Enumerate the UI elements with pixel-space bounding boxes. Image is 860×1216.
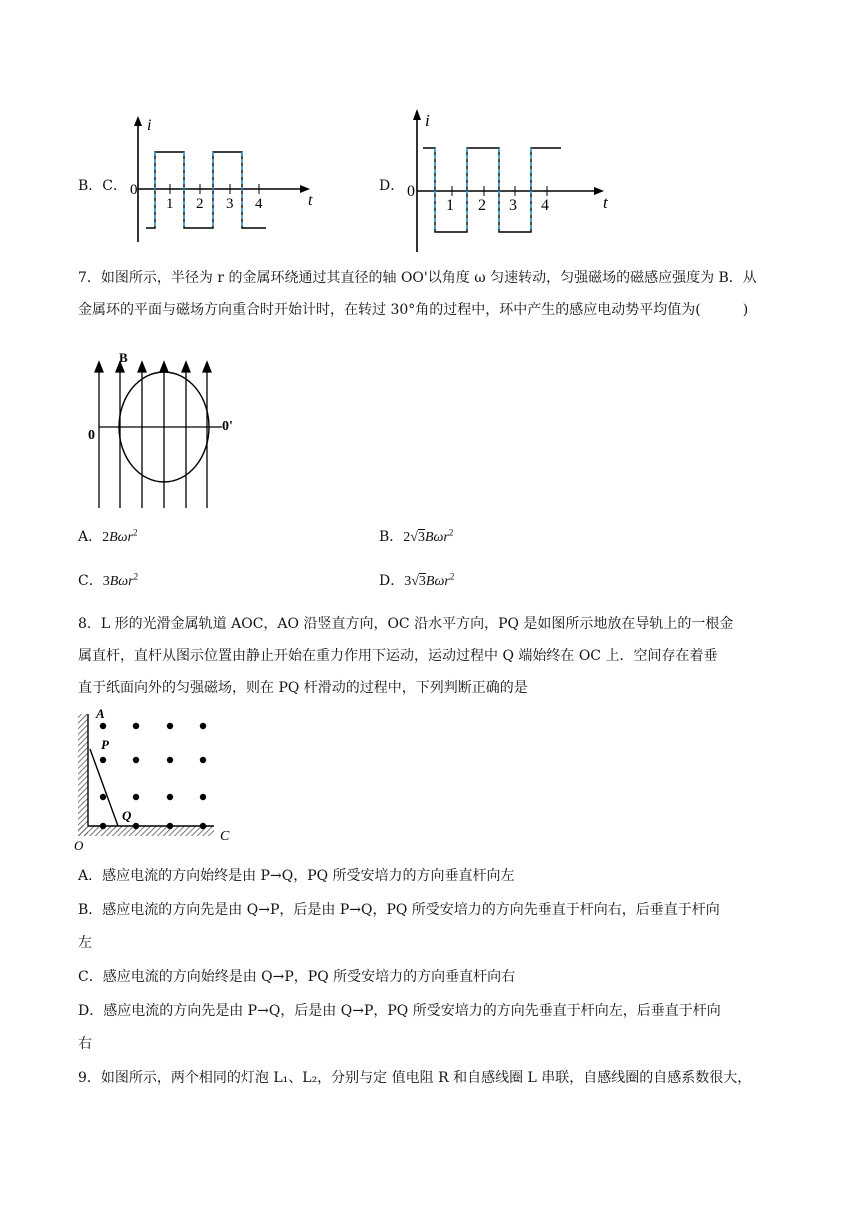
q7-text-line1: 7．如图所示，半径为 r 的金属环绕通过其直径的轴 OO'以角度 ω 匀速转动，匀强磁场的磁感应强度为 B．从 [78, 270, 757, 286]
graph-d-x-label: t [603, 193, 608, 212]
q8-option-d-line2[interactable]: 右 [78, 1036, 92, 1052]
graph-option-c [128, 112, 328, 252]
q7-option-a-expr: Bωr [109, 530, 134, 545]
graph-d-y-label: i [425, 111, 430, 130]
q7-text-line2: 金属环的平面与磁场方向重合时开始计时，在转过 30°角的过程中，环中产生的感应电动势平均值为( ) [78, 302, 749, 318]
graph-c-tick-1: 1 [166, 196, 174, 212]
q8-text-line3: 直于纸面向外的匀强磁场，则在 PQ 杆滑动的过程中，下列判断正确的是 [78, 680, 528, 696]
q7-option-b-expr: Bωr [424, 530, 449, 545]
q7-option-a-label: A． [78, 529, 103, 545]
q7-option-c[interactable] [78, 570, 138, 590]
q8-label-p: P [101, 737, 109, 752]
graph-c-tick-3: 3 [226, 196, 234, 212]
graph-d-tick-3: 3 [509, 197, 517, 214]
q7-option-d[interactable] [379, 570, 454, 590]
q9-text-line1: 9．如图所示，两个相同的灯泡 L₁、L₂，分别与定 值电阻 R 和自感线圈 L 串联，自感线圈的自感系数很大， [78, 1070, 752, 1086]
graph-option-d [401, 104, 617, 256]
q8-label-o: O [74, 838, 84, 852]
q7-option-b[interactable] [379, 526, 453, 546]
graph-c-tick-4: 4 [255, 196, 263, 212]
q8-text-line1: 8．L 形的光滑金属轨道 AOC，AO 沿竖直方向，OC 沿水平方向，PQ 是如图所示地放在导轨上的一根金 [78, 616, 734, 632]
q8-label-a: A [96, 706, 105, 721]
q7-axis-left-label: 0 [88, 428, 95, 443]
q7-option-d-label: D． [379, 573, 405, 589]
q7-option-c-label: C． [78, 573, 103, 589]
q8-option-c[interactable]: C．感应电流的方向始终是由 Q→P，PQ 所受安培力的方向垂直杆向右 [78, 969, 516, 985]
q7-option-d-exp: 2 [449, 571, 455, 582]
q7-option-b-label: B． [379, 529, 404, 545]
q7-figure-ring-in-field [82, 348, 242, 512]
q8-text-line2: 属直杆，直杆从图示位置由静止开始在重力作用下运动，运动过程中 Q 端始终在 OC 上．空间存在着垂 [78, 648, 718, 664]
sqrt-icon: √ [410, 530, 418, 545]
graph-d-tick-2: 2 [478, 197, 486, 214]
graph-d-tick-1: 1 [446, 197, 454, 214]
graph-d-origin: 0 [407, 183, 415, 200]
q8-label-c: C [220, 829, 230, 844]
q7-option-c-coef: 3 [102, 574, 110, 589]
q8-option-d-line1[interactable]: D．感应电流的方向先是由 P→Q，后是由 Q→P，PQ 所受安培力的方向先垂直于杆向左，后垂直于杆向 [78, 1003, 721, 1019]
q8-option-b-line2[interactable]: 左 [78, 935, 92, 951]
q7-option-b-coef: 2 [403, 530, 411, 545]
q7-option-d-coef: 3 [404, 574, 412, 589]
graph-c-x-label: t [308, 192, 313, 209]
graph-c-tick-2: 2 [196, 196, 204, 212]
sqrt-icon: √ [411, 574, 419, 589]
q7-option-c-expr: Bωr [109, 574, 134, 589]
graph-d-tick-4: 4 [541, 197, 549, 214]
q8-label-q: Q [122, 808, 132, 823]
q8-option-a[interactable]: A．感应电流的方向始终是由 P→Q，PQ 所受安培力的方向垂直杆向左 [78, 868, 515, 884]
q7-option-a-coef: 2 [102, 530, 110, 545]
q7-option-b-exp: 2 [448, 527, 454, 538]
q7-option-a-exp: 2 [133, 527, 138, 538]
graph-c-y-label: i [147, 117, 152, 134]
graph-c-origin: 0 [130, 182, 138, 198]
q8-figure-rail-and-rod [74, 704, 244, 852]
q7-option-c-exp: 2 [133, 571, 139, 582]
q7-option-a[interactable] [78, 526, 138, 546]
q7-axis-right-label: 0' [222, 419, 233, 434]
option-d-label: D． [379, 178, 405, 194]
q7-option-b-root: 3 [417, 530, 425, 545]
q8-option-b-line1[interactable]: B．感应电流的方向先是由 Q→P，后是由 P→Q，PQ 所受安培力的方向先垂直于杆向右，后垂直于杆向 [78, 902, 720, 918]
q7-option-d-expr: Bωr [425, 574, 450, 589]
option-bc-label: B．C． [78, 178, 127, 194]
q7-field-label: B [119, 350, 128, 365]
q7-option-d-root: 3 [418, 574, 426, 589]
